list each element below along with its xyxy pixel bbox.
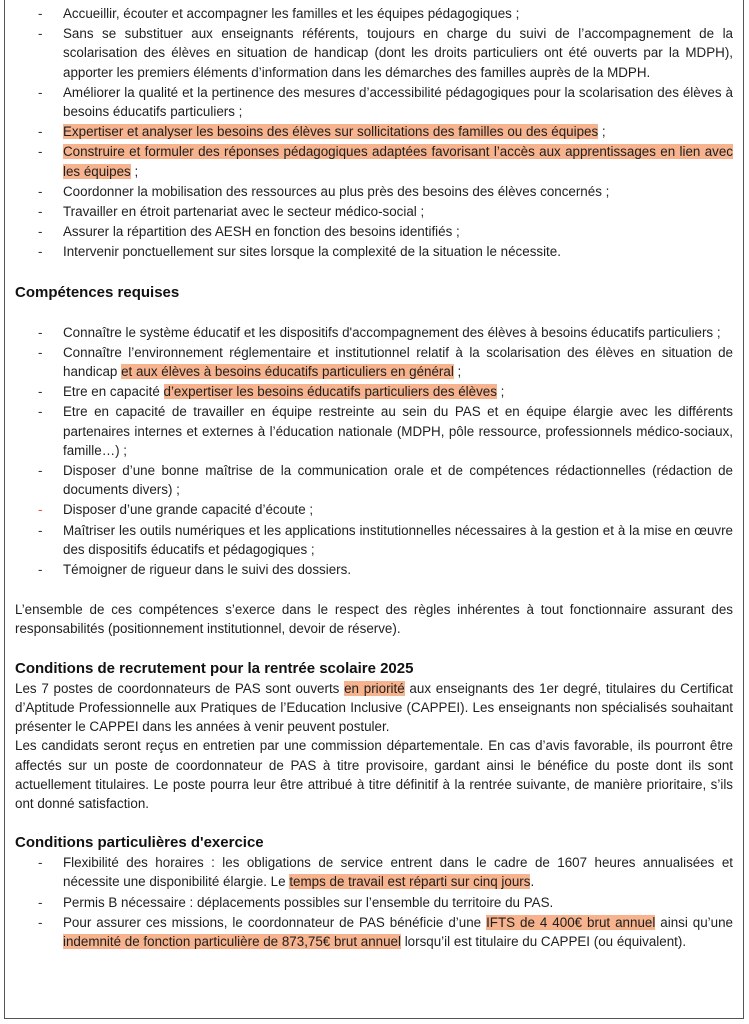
list-item-text — [63, 124, 606, 139]
list-item-text — [63, 562, 351, 577]
text-segment: ; — [496, 384, 505, 400]
list-item — [15, 142, 733, 180]
text-segment: Les 7 postes de coordonnateurs de PAS sont ouverts — [15, 680, 345, 696]
highlighted-text: et aux élèves à besoins éducatifs particuliers en général — [121, 364, 454, 380]
bullet-dash: - — [38, 183, 43, 199]
text-segment: aux enseignants des 1er degré, titulaires du Certificat d’Aptitude Professionnelle aux Pratiques de l’Education Inclusive (CAPPEI). Les enseignants non spécialisés souhaitant présenter le CAPPEI dans les années à venir peuvent postuler. — [15, 680, 733, 735]
list-item — [15, 560, 733, 579]
bullet-dash: - — [38, 84, 43, 100]
recrutement-paragraph-2: Les candidats seront reçus en entretien par une commission départementale. En cas d’avis favorable, ils pourront être affectés sur un poste de coordonnateur de PAS à titre provisoire, gardant ainsi le bénéfice du poste dont ils sont actuellement titulaires. Le poste pourra leur être attribué à titre définitif à la rentrée suivante, de manière prioritaire, s’ils ont donné satisfaction. — [15, 738, 733, 811]
list-item-text — [63, 895, 553, 910]
text-segment: Connaître l’environnement réglementaire et institutionnel relatif à la scolarisation des élèves en situation de handicap — [63, 344, 733, 380]
list-item-text — [63, 915, 733, 949]
text-segment: Etre en capacité — [63, 384, 164, 400]
list-item-text — [63, 523, 733, 557]
missions-list — [15, 4, 733, 262]
list-item-text — [63, 184, 609, 199]
bullet-dash: - — [38, 384, 43, 400]
list-item — [15, 24, 733, 82]
document-content — [15, 4, 733, 952]
text-segment: Assurer la répartition des AESH en fonction des besoins identifiés ; — [63, 224, 460, 240]
highlighted-text: temps de travail est réparti sur cinq jours — [289, 874, 531, 890]
list-item — [15, 343, 733, 381]
text-segment: Etre en capacité de travailler en équipe restreinte au sein du PAS et en équipe élargie avec les différents partenaires internes et externes à l’éducation nationale (MDPH, pôle ressource, professionnels médico-sociaux, famille…) ; — [63, 404, 733, 458]
list-item — [15, 83, 733, 121]
exercice-list — [15, 853, 733, 951]
list-item-text — [63, 224, 460, 239]
list-item — [15, 222, 733, 241]
text-segment: . — [530, 874, 535, 890]
text-segment: ; — [453, 364, 462, 380]
list-item — [15, 853, 733, 891]
text-segment: ; — [598, 124, 606, 140]
text-segment: Coordonner la mobilisation des ressources au plus près des besoins des élèves concernés ; — [63, 183, 610, 199]
list-item-text — [63, 144, 733, 178]
competences-list — [15, 323, 733, 580]
highlighted-text: Expertiser et analyser les besoins des élèves sur sollicitations des familles ou des équipes — [63, 124, 599, 140]
text-segment: ainsi qu’une — [655, 914, 733, 930]
list-item-text — [63, 204, 424, 219]
list-item-text — [63, 384, 504, 399]
list-item — [15, 182, 733, 201]
list-item-text — [63, 6, 519, 21]
list-item — [15, 242, 733, 261]
list-item-text — [63, 404, 733, 457]
highlighted-text: indemnité de fonction particulière de 873,75€ brut annuel — [63, 933, 401, 949]
text-segment: ; — [130, 163, 139, 179]
list-item-text — [63, 502, 313, 517]
list-item-text — [63, 463, 733, 497]
text-segment: Sans se substituer aux enseignants référents, toujours en charge du suivi de l’accompagnement de la scolarisation des élèves en situation de handicap (dont les droits particuliers ont été ouverts par la MDPH), apporter les premiers éléments d’information dans les démarches des familles auprès de la MDPH. — [63, 26, 733, 80]
text-segment: Connaître le système éducatif et les dispositifs d'accompagnement des élèves à besoins éducatifs particuliers ; — [63, 324, 721, 340]
bullet-dash: - — [38, 404, 43, 420]
text-segment: Intervenir ponctuellement sur sites lorsque la complexité de la situation le nécessite. — [63, 244, 561, 260]
text-segment: Accueillir, écouter et accompagner les familles et les équipes pédagogiques ; — [63, 6, 520, 21]
list-item — [15, 202, 733, 221]
text-segment: Améliorer la qualité et la pertinence des mesures d’accessibilité pédagogiques pour la scolarisation des élèves à besoins éducatifs particuliers ; — [63, 84, 733, 120]
text-segment: Témoigner de rigueur dans le suivi des dossiers. — [63, 562, 352, 578]
list-item-text — [63, 26, 733, 79]
bullet-dash: - — [38, 26, 43, 42]
text-segment: Flexibilité des horaires : les obligations de service entrent dans le cadre de 1607 heures annualisées et nécessite une disponibilité élargie. Le — [63, 855, 733, 890]
bullet-dash: - — [38, 894, 43, 910]
text-segment: Pour assurer ces missions, le coordonnateur de PAS bénéficie d’une — [63, 914, 487, 930]
highlighted-text: en priorité — [344, 680, 405, 696]
list-item — [15, 893, 733, 912]
bullet-dash: - — [38, 855, 43, 871]
exercice-heading: Conditions particulières d'exercice — [15, 834, 264, 852]
bullet-dash: - — [38, 144, 43, 160]
list-item — [15, 913, 733, 951]
highlighted-text: d’expertiser les besoins éducatifs particuliers des élèves — [163, 384, 497, 400]
list-item — [15, 461, 733, 499]
text-segment: Travailler en étroit partenariat avec le secteur médico-social ; — [63, 204, 425, 220]
bullet-dash: - — [38, 124, 43, 140]
bullet-dash: - — [38, 463, 43, 479]
list-item — [15, 500, 733, 519]
list-item — [15, 402, 733, 460]
text-segment: Permis B nécessaire : déplacements possibles sur l’ensemble du territoire du PAS. — [63, 894, 554, 910]
highlighted-text: IFTS de 4 400€ brut annuel — [486, 914, 656, 930]
bullet-dash: - — [38, 244, 43, 260]
bullet-dash: - — [38, 344, 43, 360]
list-item — [15, 323, 733, 342]
bullet-dash: - — [38, 224, 43, 240]
recrutement-paragraph-1 — [15, 679, 733, 737]
list-item-text — [63, 244, 561, 259]
text-segment: Disposer d’une bonne maîtrise de la communication orale et de compétences rédactionnelles (rédaction de documents divers) ; — [63, 463, 733, 498]
competences-heading: Compétences requises — [15, 283, 180, 301]
list-item — [15, 382, 733, 401]
highlighted-text: Construire et formuler des réponses pédagogiques adaptées favorisant l’accès aux apprentissages en lien avec les équipes — [63, 144, 733, 179]
list-item — [15, 4, 733, 23]
bullet-dash: - — [38, 562, 43, 578]
list-item-text — [63, 325, 721, 340]
list-item — [15, 521, 733, 559]
text-segment: Disposer d’une grande capacité d’écoute ; — [63, 502, 314, 518]
bullet-dash: - — [38, 522, 43, 538]
bullet-dash: - — [38, 6, 43, 21]
list-item-text — [63, 345, 733, 379]
list-item — [15, 122, 733, 141]
competences-note: L’ensemble de ces compétences s’exerce dans le respect des règles inhérentes à tout fonctionnaire assurant des responsabilités (positionnement institutionnel, devoir de réserve). — [15, 602, 733, 637]
recrutement-heading: Conditions de recrutement pour la rentrée scolaire 2025 — [15, 659, 414, 677]
list-item-text — [63, 855, 733, 889]
bullet-dash: - — [38, 324, 43, 340]
bullet-dash: - — [38, 204, 43, 220]
bullet-dash: - — [38, 502, 43, 518]
document-page — [4, 0, 744, 1019]
text-segment: lorsqu’il est titulaire du CAPPEI (ou équivalent). — [400, 933, 687, 949]
text-segment: Maîtriser les outils numériques et les applications institutionnelles nécessaires à la gestion et à la mise en œuvre des dispositifs éducatifs et pédagogiques ; — [63, 522, 733, 557]
bullet-dash: - — [38, 914, 43, 930]
list-item-text — [63, 85, 733, 119]
